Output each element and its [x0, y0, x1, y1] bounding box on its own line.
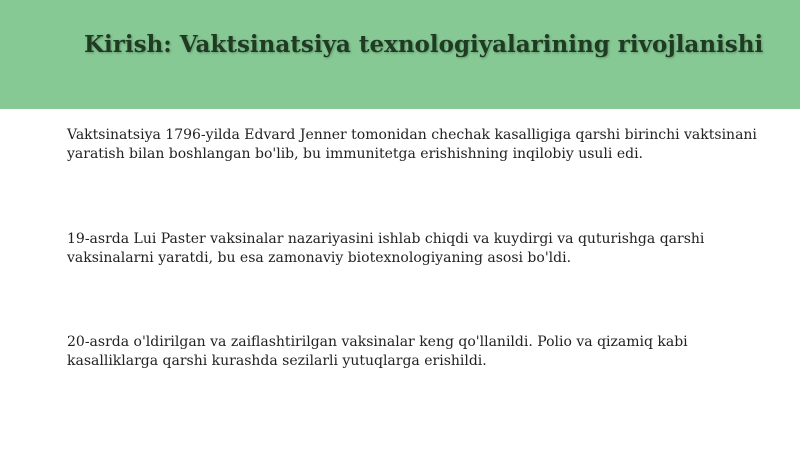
title-banner [0, 0, 800, 109]
paragraph-pasteur: 19-asrda Lui Paster vaksinalar nazariyasini ishlab chiqdi va kuydirgi va quturishga qarshi vaksinalarni yaratdi, bu esa zamonaviy biotexnologiyaning asosi bo'ldi. [67, 231, 705, 266]
paragraph-20th-century: 20-asrda o'ldirilgan va zaiflashtirilgan vaksinalar keng qo'llanildi. Polio va qizamiq kabi kasalliklarga qarshi kurashda sezilarli yutuqlarga erishildi. [67, 334, 688, 369]
paragraph-jenner: Vaktsinatsiya 1796-yilda Edvard Jenner tomonidan chechak kasalligiga qarshi birinchi vaktsinani yaratish bilan boshlangan bo'lib, bu immunitetga erishishning inqilobiy usuli edi. [67, 127, 757, 162]
slide-title: Kirish: Vaktsinatsiya texnologiyalarining rivojlanishi [84, 31, 764, 58]
